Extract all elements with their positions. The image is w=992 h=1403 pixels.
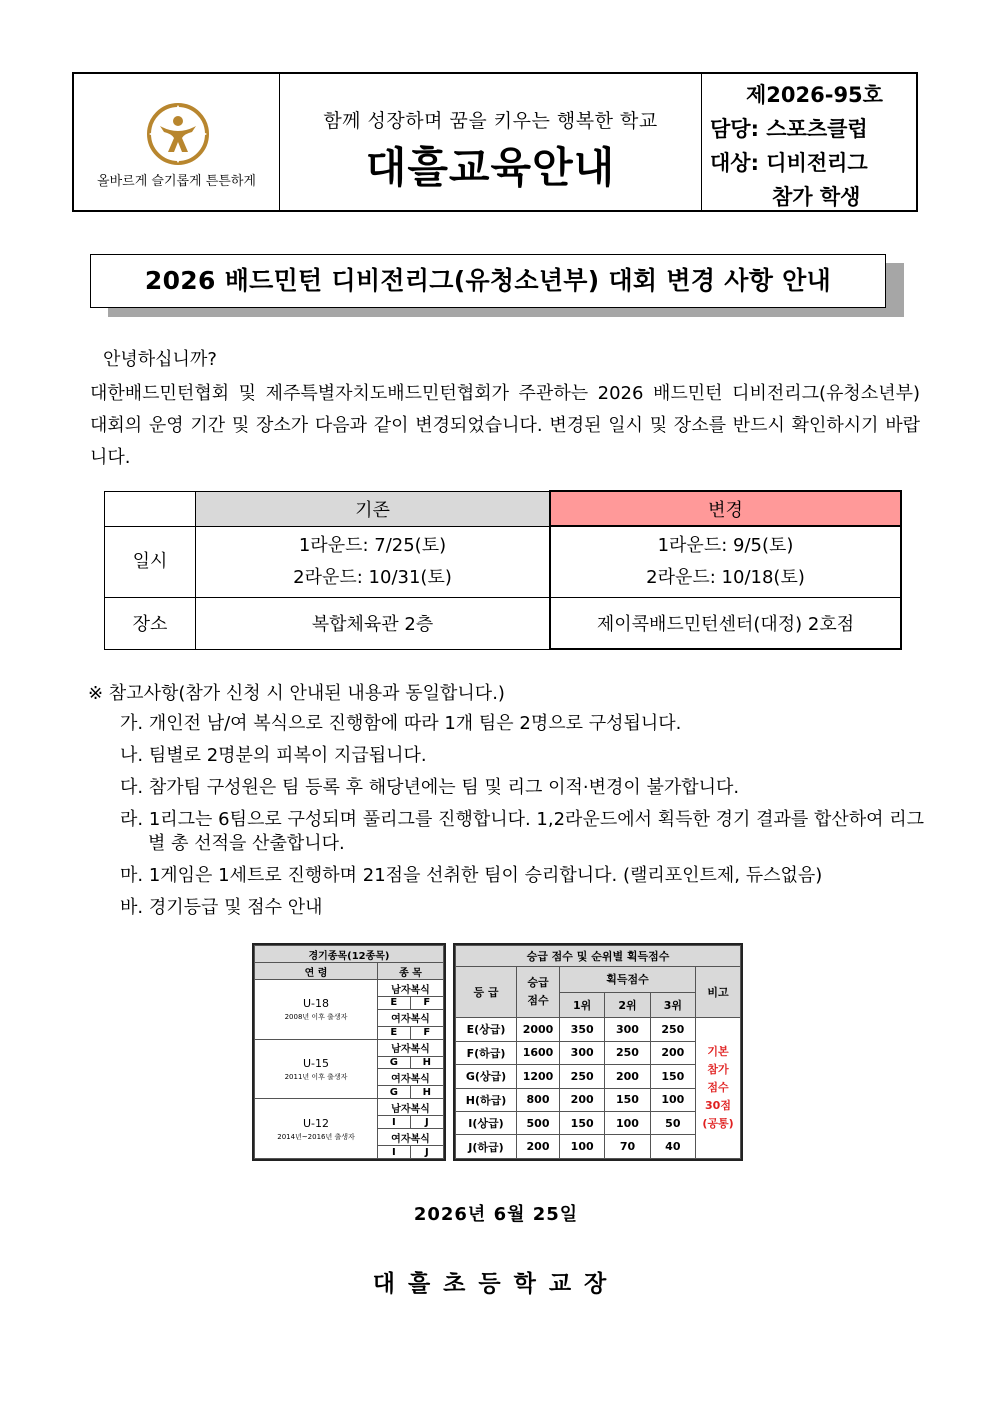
score-title: 승급 점수 및 순위별 획득점수 bbox=[456, 946, 741, 967]
grade: I(상급) bbox=[456, 1111, 517, 1134]
note-item: 마. 1게임은 1세트로 진행하며 21점을 선취한 팀이 승리합니다. (랠리포인트제, 듀스없음) bbox=[120, 865, 823, 886]
issue-date: 2026년 6월 25일 bbox=[413, 1204, 579, 1225]
old-round2: 2라운드: 10/31(토) bbox=[293, 566, 452, 588]
men-doubles-label: 남자복식 bbox=[378, 1039, 444, 1056]
score-table-box bbox=[453, 943, 743, 1161]
grade-cell: F bbox=[410, 997, 443, 1010]
col-earned: 획득점수 bbox=[560, 967, 696, 993]
score-3rd: 100 bbox=[650, 1088, 695, 1111]
school-emblem-icon bbox=[146, 102, 210, 166]
grade-cell: G bbox=[378, 1056, 411, 1069]
grade: H(하급) bbox=[456, 1088, 517, 1111]
col-3rd: 3위 bbox=[650, 992, 695, 1018]
grade-cell: J bbox=[410, 1146, 443, 1159]
grade-cell: I bbox=[378, 1116, 411, 1129]
score-1st: 350 bbox=[560, 1018, 605, 1041]
notice-title: 2026 배드민턴 디비전리그(유청소년부) 대회 변경 사항 안내 bbox=[90, 254, 886, 308]
events-table bbox=[254, 945, 444, 1159]
notes-list bbox=[120, 712, 925, 928]
row-label-date: 일시 bbox=[105, 526, 196, 598]
score-2nd: 100 bbox=[605, 1111, 650, 1134]
note-item: 라. 1리그는 6팀으로 구성되며 풀리그를 진행합니다. 1,2라운드에서 획득한 경기 결과를 합산하여 리그별 총 선적을 산출합니다. bbox=[120, 809, 925, 854]
old-date-cell bbox=[196, 526, 551, 598]
birth-range: 2011년 이후 출생자 bbox=[284, 1072, 348, 1081]
notes-heading: ※ 참고사항(참가 신청 시 안내된 내용과 동일합니다.) bbox=[88, 683, 505, 704]
grade-cell: J bbox=[410, 1116, 443, 1129]
old-place: 복합체육관 2층 bbox=[196, 598, 551, 650]
events-table-box bbox=[252, 943, 446, 1161]
col-event: 종 목 bbox=[378, 963, 444, 980]
birth-range: 2014년~2016년 출생자 bbox=[277, 1132, 355, 1141]
header-title-cell bbox=[280, 74, 702, 210]
manager-line: 담당: 스포츠클럽 bbox=[710, 117, 868, 141]
col-1st: 1위 bbox=[560, 992, 605, 1018]
header-info-cell bbox=[702, 74, 916, 210]
principal-signature: 대흘초등학교장 bbox=[372, 1271, 620, 1297]
score-1st: 100 bbox=[560, 1135, 605, 1159]
grade-cell: E bbox=[378, 997, 411, 1010]
grade-cell: E bbox=[378, 1026, 411, 1039]
promo-score: 1600 bbox=[517, 1041, 560, 1064]
intro-paragraph: 대한배드민턴협회 및 제주특별자치도배드민턴협회가 주관하는 2026 배드민턴 디비전리그(유청소년부) 대회의 운영 기간 및 장소가 다음과 같이 변경되었습니다. 변경된 일시 및 장소를 반드시 확인하시기 바랍니다. bbox=[90, 383, 920, 468]
score-2nd: 250 bbox=[605, 1041, 650, 1064]
grade: J(하급) bbox=[456, 1135, 517, 1159]
grade-cell: F bbox=[410, 1026, 443, 1039]
grade: G(상급) bbox=[456, 1065, 517, 1088]
note-item: 나. 팀별로 2명분의 피복이 지급됩니다. bbox=[120, 745, 427, 766]
score-3rd: 250 bbox=[650, 1018, 695, 1041]
note-item: 다. 참가팀 구성원은 팀 등록 후 해당년에는 팀 및 리그 이적·변경이 불가합니다. bbox=[120, 777, 740, 798]
document-header bbox=[72, 72, 918, 212]
grade-cell: H bbox=[410, 1056, 443, 1069]
score-1st: 200 bbox=[560, 1088, 605, 1111]
grade-cell: I bbox=[378, 1146, 411, 1159]
school-logo-cell bbox=[74, 74, 280, 210]
grade: F(하급) bbox=[456, 1041, 517, 1064]
new-round1: 1라운드: 9/5(토) bbox=[657, 535, 794, 556]
new-date-cell bbox=[550, 526, 901, 598]
score-2nd: 150 bbox=[605, 1088, 650, 1111]
header-old: 기존 bbox=[196, 491, 551, 526]
empty-corner-cell bbox=[105, 491, 196, 526]
col-note: 비고 bbox=[696, 967, 741, 1018]
newsletter-title: 대흘교육안내 bbox=[365, 143, 616, 192]
greeting: 안녕하십니까? bbox=[103, 349, 217, 370]
note-item: 가. 개인전 남/여 복식으로 진행함에 따라 1개 팀은 2명으로 구성됩니다. bbox=[120, 713, 682, 734]
score-3rd: 200 bbox=[650, 1041, 695, 1064]
school-motto: 올바르게 슬기롭게 튼튼하게 bbox=[97, 174, 256, 189]
score-1st: 150 bbox=[560, 1111, 605, 1134]
score-1st: 300 bbox=[560, 1041, 605, 1064]
promo-score: 800 bbox=[517, 1088, 560, 1111]
document-number: 제2026-95호 bbox=[746, 83, 883, 107]
score-3rd: 50 bbox=[650, 1111, 695, 1134]
col-promo: 승급 점수 bbox=[517, 967, 560, 1018]
age-group-cell bbox=[255, 1039, 378, 1099]
col-2nd: 2위 bbox=[605, 992, 650, 1018]
men-doubles-label: 남자복식 bbox=[378, 980, 444, 997]
new-place: 제이콕배드민턴센터(대정) 2호점 bbox=[550, 598, 901, 650]
change-table bbox=[104, 490, 902, 650]
score-1st: 250 bbox=[560, 1065, 605, 1088]
events-title: 경기종목(12종목) bbox=[255, 946, 444, 963]
old-round1: 1라운드: 7/25(토) bbox=[298, 534, 447, 556]
notice-title-box bbox=[90, 254, 886, 308]
score-3rd: 40 bbox=[650, 1135, 695, 1159]
age-label: U-12 bbox=[302, 1116, 330, 1130]
age-label: U-15 bbox=[302, 1056, 330, 1070]
promo-score: 1200 bbox=[517, 1065, 560, 1088]
women-doubles-label: 여자복식 bbox=[378, 1129, 444, 1146]
target-line: 대상: 디비전리그 bbox=[710, 151, 868, 175]
grade: E(상급) bbox=[456, 1018, 517, 1041]
score-2nd: 300 bbox=[605, 1018, 650, 1041]
header-new: 변경 bbox=[550, 491, 901, 526]
grade-cell: H bbox=[410, 1086, 443, 1099]
score-3rd: 150 bbox=[650, 1065, 695, 1088]
score-2nd: 70 bbox=[605, 1135, 650, 1159]
note-item: 바. 경기등급 및 점수 안내 bbox=[120, 897, 323, 918]
new-round2: 2라운드: 10/18(토) bbox=[646, 567, 805, 588]
women-doubles-label: 여자복식 bbox=[378, 1009, 444, 1026]
promo-score: 2000 bbox=[517, 1018, 560, 1041]
score-table bbox=[455, 945, 741, 1159]
women-doubles-label: 여자복식 bbox=[378, 1069, 444, 1086]
row-label-place: 장소 bbox=[105, 598, 196, 650]
school-slogan: 함께 성장하며 꿈을 키우는 행복한 학교 bbox=[323, 110, 658, 132]
promo-score: 500 bbox=[517, 1111, 560, 1134]
age-group-cell bbox=[255, 1099, 378, 1159]
birth-range: 2008년 이후 출생자 bbox=[284, 1013, 348, 1022]
men-doubles-label: 남자복식 bbox=[378, 1099, 444, 1116]
col-age: 연 령 bbox=[255, 963, 378, 980]
promo-score: 200 bbox=[517, 1135, 560, 1159]
age-group-cell bbox=[255, 980, 378, 1040]
age-label: U-18 bbox=[302, 997, 330, 1011]
grade-cell: G bbox=[378, 1086, 411, 1099]
base-score-note: 기본 참가 점수 30점 (공통) bbox=[696, 1018, 741, 1159]
score-2nd: 200 bbox=[605, 1065, 650, 1088]
col-grade: 등 급 bbox=[456, 967, 517, 1018]
target-line-2: 참가 학생 bbox=[772, 185, 861, 209]
